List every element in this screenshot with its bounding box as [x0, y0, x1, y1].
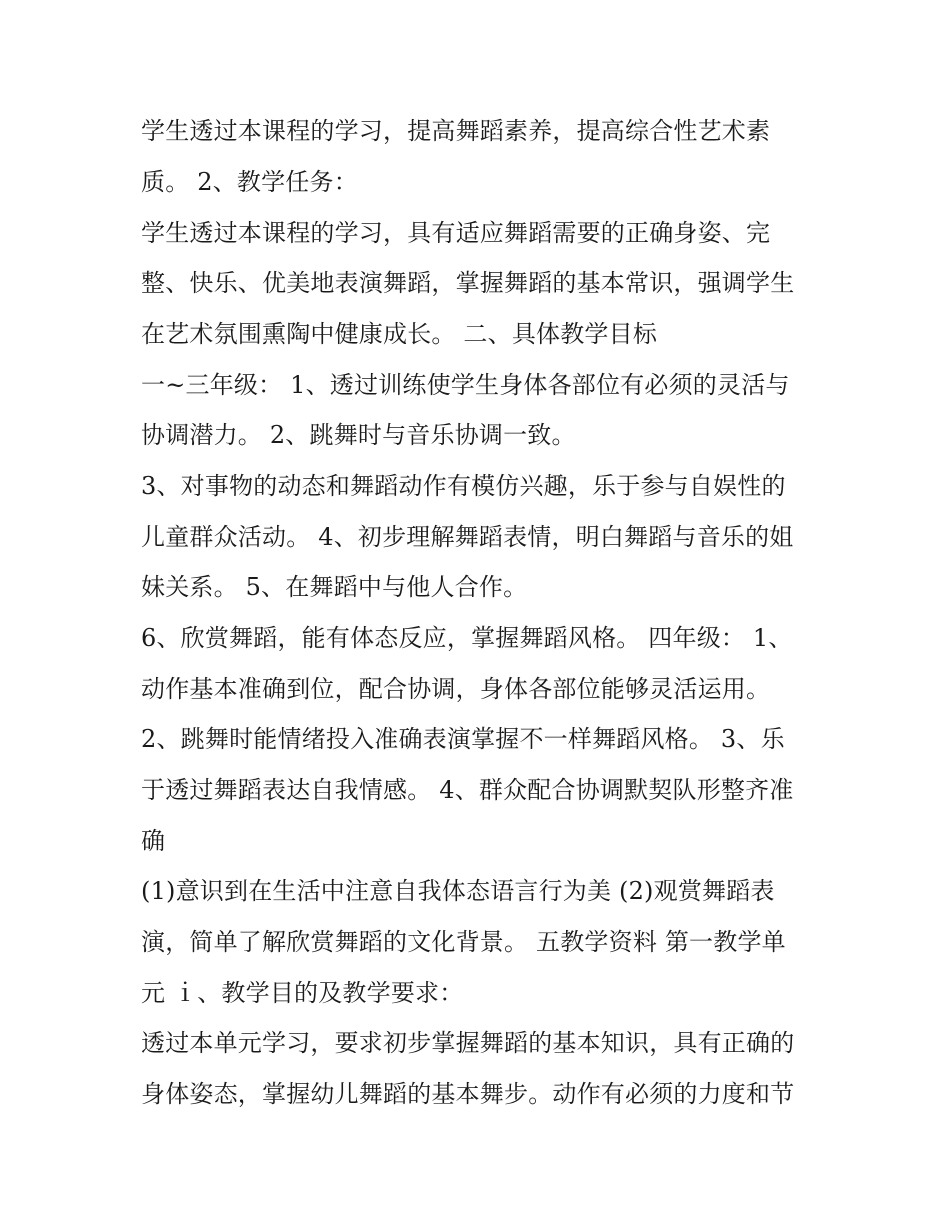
text-line: 3、对事物的动态和舞蹈动作有模仿兴趣，乐于参与自娱性的: [141, 472, 786, 500]
text-line: 于透过舞蹈表达自我情感。 4、群众配合协调默契队形整齐准: [141, 776, 794, 804]
text-line: 整、快乐、优美地表演舞蹈，掌握舞蹈的基本常识，强调学生: [141, 269, 795, 297]
text-line: 身体姿态，掌握幼儿舞蹈的基本舞步。动作有必须的力度和节: [141, 1080, 795, 1108]
text-line: 一~三年级： 1、透过训练使学生身体各部位有必须的灵活与: [141, 371, 790, 399]
text-line: 学生透过本课程的学习，具有适应舞蹈需要的正确身姿、完: [141, 219, 771, 247]
text-line: 元 ｉ、教学目的及教学要求：: [141, 979, 464, 1007]
text-line: 儿童群众活动。 4、初步理解舞蹈表情，明白舞蹈与音乐的姐: [141, 523, 794, 551]
text-line: 确: [141, 827, 166, 855]
text-line: 妹关系。 5、在舞蹈中与他人合作。: [141, 573, 528, 601]
text-line: 动作基本准确到位，配合协调，身体各部位能够灵活运用。: [141, 675, 771, 703]
text-line: 在艺术氛围熏陶中健康成长。 二、具体教学目标: [141, 320, 658, 348]
text-line: 演，简单了解欣赏舞蹈的文化背景。 五教学资料 第一教学单: [141, 928, 786, 956]
text-line: 2、跳舞时能情绪投入准确表演掌握不一样舞蹈风格。 3、乐: [141, 725, 785, 753]
text-line: (1)意识到在生活中注意自我体态语言行为美 (2)观赏舞蹈表: [141, 877, 775, 905]
text-line: 协调潜力。 2、跳舞时与音乐协调一致。: [141, 421, 576, 449]
text-line: 透过本单元学习，要求初步掌握舞蹈的基本知识，具有正确的: [141, 1029, 795, 1057]
text-line: 6、欣赏舞蹈，能有体态反应，掌握舞蹈风格。 四年级： 1、: [141, 624, 793, 652]
text-line: 学生透过本课程的学习，提高舞蹈素养，提高综合性艺术素: [141, 117, 771, 145]
text-line: 质。 2、教学任务：: [141, 168, 358, 196]
